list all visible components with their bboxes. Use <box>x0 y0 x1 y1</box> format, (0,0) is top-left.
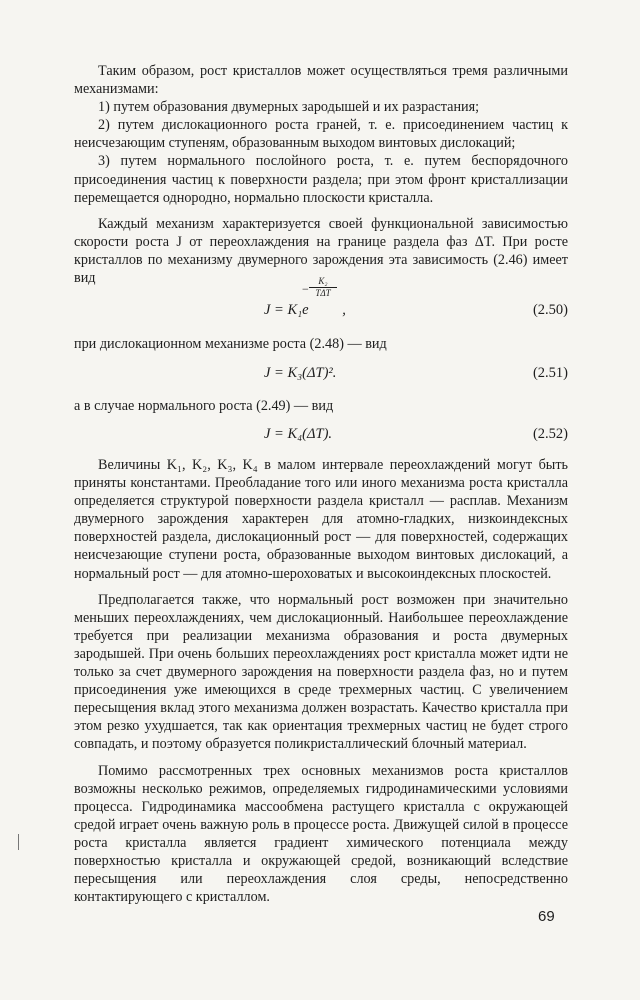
equation-2-50-tail: , <box>342 302 346 318</box>
equation-2-50-lhs: J = K₁e <box>264 302 309 318</box>
text-block-top <box>74 62 568 287</box>
equation-number: (2.50) <box>532 302 568 318</box>
text-after-eq2: а в случае нормального роста (2.49) — вид <box>74 398 334 414</box>
equation-number: (2.51) <box>532 365 568 381</box>
page-number: 69 <box>538 908 555 925</box>
equation-2-50-minus: − <box>302 282 309 296</box>
exponent-denominator: TΔT <box>315 288 331 298</box>
paragraph-hydrodynamics: Помимо рассмотренных трех основных механизмов роста кристаллов возможны несколько режимов, определяемых гидродинамическими условиями процесса. Гидродинамика массообмена растущего кристалла с окружающей средой играет очень важную роль в процессе роста. Движущей силой в процессе роста кристалла является градиент химического потенциала между поверхностью кристалла и окружающей средой, возникающий вследствие пересыщения или переохлаждения слоя среды, непосредственно контактирующего с кристаллом. <box>74 762 568 906</box>
line-normal <box>74 397 568 415</box>
margin-mark <box>18 834 19 850</box>
exponent-numerator: K₂ <box>309 276 337 288</box>
equation-2-52 <box>74 426 568 450</box>
line-dislocation <box>74 335 568 353</box>
equation-2-51 <box>74 365 568 389</box>
equation-2-52-formula: J = K₄(ΔT). <box>264 426 333 442</box>
list-item-2: 2) путем дислокационного роста граней, т. е. присоединением частиц к неисчезающим ступеням, образованным выходом винтовых дислокаций; <box>74 117 568 152</box>
paragraph-constants: Величины K₁, K₂, K₃, K₄ в малом интервале переохлаждений могут быть приняты константами. Преобладание того или иного механизма роста кристалла определяется структурой поверхности раздела кристалл — расплав. Механизм двумерного зарождения характерен для атомно-гладких, низкоиндексных поверхностей раздела, дислокационный рост — для поверхностей, содержащих неисчезающие ступени роста, образованные выходом винтовых дислокаций, а нормальный рост — для атомно-шероховатых и высокоиндексных плоскостей. <box>74 457 568 582</box>
list-item-1: 1) путем образования двумерных зародышей и их разрастания; <box>98 99 480 116</box>
equation-2-50-formula <box>264 276 346 319</box>
equation-2-50-exponent <box>309 276 337 299</box>
equation-2-51-formula: J = K₃(ΔT)². <box>264 365 337 381</box>
equation-2-50 <box>74 276 568 326</box>
paragraph-intro: Таким образом, рост кристаллов может осуществляться тремя различными механизмами: <box>74 63 568 98</box>
text-after-eq1: при дислокационном механизме роста (2.48) — вид <box>74 336 387 352</box>
text-block-bottom <box>74 456 568 906</box>
equation-number: (2.52) <box>532 426 568 442</box>
list-item-3: 3) путем нормального послойного роста, т. е. путем беспорядочного присоединения частиц к поверхности раздела; при этом фронт кристаллизации перемещается однородно, нормально плоскости кристалла. <box>74 153 568 206</box>
paragraph-mechanism: Каждый механизм характеризуется своей функциональной зависимостью скорости роста J от переохлаждения на границе раздела фаз ΔT. При росте кристаллов по механизму двумерного зарождения эта зависимость (2.46) имеет вид <box>74 215 568 287</box>
paragraph-supercooling: Предполагается также, что нормальный рост возможен при значительно меньших переохлаждениях, чем дислокационный. Наибольшее переохлаждение требуется при реализации механизма образования и роста двумерных зародышей. При очень больших переохлаждениях рост кристалла может идти не только за счет двумерного зарождения на поверхности раздела фаз, но и путем присоединения уже имеющихся в среде трехмерных частиц. С увеличением пересыщения вклад этого механизма должен возрастать. Качество кристалла при этом резко ухудшается, так как ориентация трехмерных частиц не будет строго совпадать, и поэтому образуется поликристаллический блочный материал. <box>74 591 568 753</box>
